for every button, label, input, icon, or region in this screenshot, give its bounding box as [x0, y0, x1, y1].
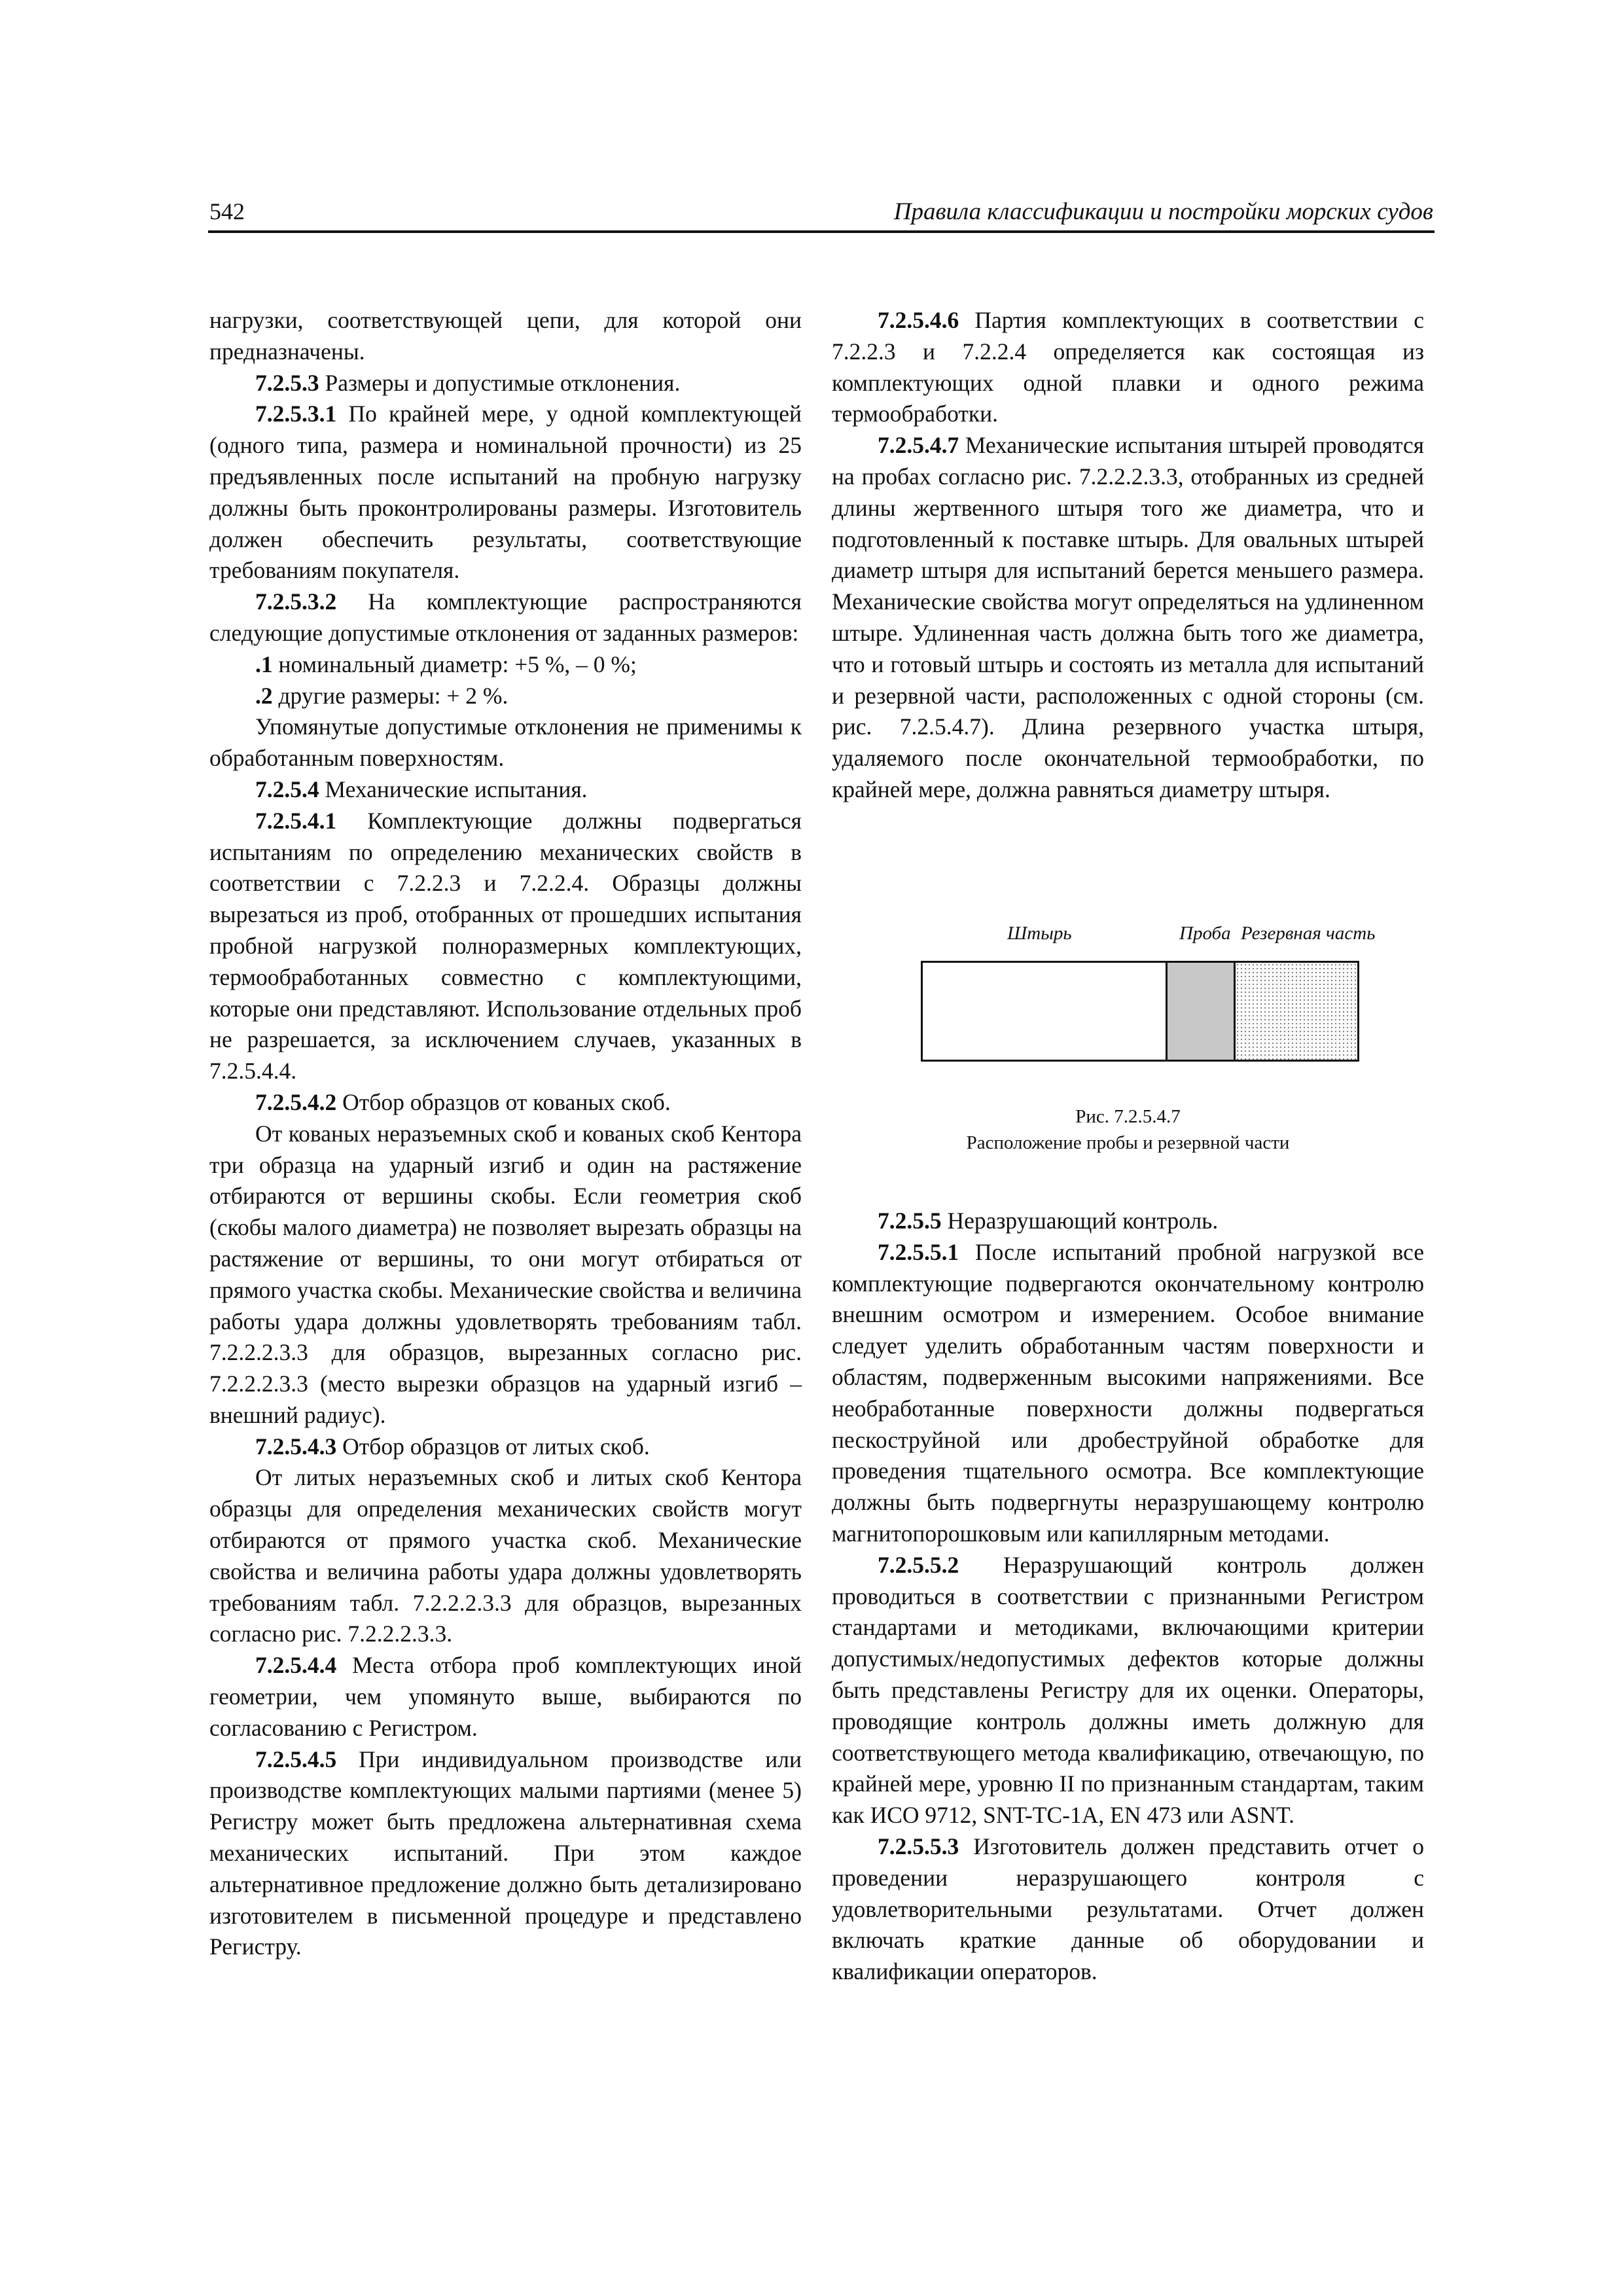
- paragraph: [832, 1237, 1424, 1550]
- paragraph-text: Партия комплектующих в соответствии с 7.2.2.3 и 7.2.2.4 определяется как состоящая из комплектующих одной плавки и одного режима термообработки.: [832, 307, 1424, 427]
- paragraph-text: После испытаний пробной нагрузкой все комплектующие подвергаются окончательному контролю внешним осмотром и измерением. Особое внимание следует уделить обработанным частям поверхности и областям, подверженным высокими напряжениями. Все необработанные поверхности должны подвергаться пескоструйной или дробеструйной обработке для проведения тщательного осмотра. Все комплектующие должны быть подвергнуты неразрушающему контролю магнитопорошковым или капиллярным методами.: [832, 1238, 1424, 1547]
- paragraph-number: 7.2.5.3: [255, 369, 319, 396]
- paragraph-text: нагрузки, соответствующей цепи, для которой они предназначены.: [209, 307, 802, 365]
- paragraph-number: 7.2.5.5.1: [878, 1238, 959, 1265]
- paragraph-text: Упомянутые допустимые отклонения не применимы к обработанным поверхностям.: [209, 713, 802, 772]
- figure-label-probe: Проба: [1179, 923, 1231, 944]
- paragraph: [209, 711, 802, 774]
- paragraph-text: Отбор образцов от литых скоб.: [336, 1433, 650, 1460]
- paragraph: [832, 305, 1424, 430]
- list-item: [209, 649, 802, 681]
- page-number: 542: [209, 198, 245, 224]
- right-column-top: [832, 305, 1424, 806]
- paragraph-text: По крайней мере, у одной комплектующей (одного типа, размера и номинальной прочности) из 25 предъявленных после испытаний на пробную нагрузку должны быть проконтролированы размеры. Изготовитель должен обеспечить результаты, соответствующие требованиям покупателя.: [209, 401, 802, 584]
- running-title: Правила классификации и постройки морских судов: [893, 198, 1433, 225]
- paragraph-text: Комплектующие должны подвергаться испытаниям по определению механических свойств в соответствии с 7.2.2.3 и 7.2.2.4. Образцы должны вырезаться из проб, отобранных от прошедших испытания пробной нагрузкой полноразмерных комплектующих, термообработанных совместно с комплектующими, которые они представляют. Использование отдельных проб не разрешается, за исключением случаев, указанных в 7.2.5.4.4.: [209, 807, 802, 1085]
- paragraph: [209, 399, 802, 586]
- paragraph: [209, 1462, 802, 1650]
- header-rule: [208, 230, 1435, 233]
- paragraph: [832, 1206, 1424, 1237]
- paragraph-text: От кованых неразъемных скоб и кованых скоб Кентора три образца на ударный изгиб и один на растяжение отбираются от вершины скобы. Если геометрия скоб (скобы малого диаметра) не позволяет вырезать образцы на растяжение от вершины, то они могут отбираться от прямого участка скобы. Механические свойства и величина работы удара должны удовлетворять требованиям табл. 7.2.2.2.3.3 для образцов, вырезанных согласно рис. 7.2.2.2.3.3 (место вырезки образцов на ударный изгиб – внешний радиус).: [209, 1120, 802, 1428]
- paragraph-text: При индивидуальном производстве или производстве комплектующих малыми партиями (менее 5) Регистру может быть предложена альтернативная схема механических испытаний. При этом каждое альтернативное предложение должно быть детализировано изготовителем в письменной процедуре и представлено Регистру.: [209, 1746, 802, 1960]
- paragraph-number: 7.2.5.5.2: [878, 1551, 959, 1578]
- list-item-text: другие размеры: + 2 %.: [272, 682, 508, 709]
- figure-label-reserve: Резервная часть: [1241, 923, 1376, 944]
- paragraph-text: Размеры и допустимые отклонения.: [319, 369, 681, 396]
- paragraph: [832, 1831, 1424, 1988]
- right-column-bottom: [832, 1206, 1424, 1988]
- paragraph-number: 7.2.5.4.3: [255, 1433, 337, 1460]
- paragraph-text: Неразрушающий контроль должен проводиться в соответствии с признанными Регистром стандартами и методиками, включающими критерии допустимых/недопустимых дефектов которые должны быть представлены Регистру для их оценки. Операторы, проводящие контроль должны иметь должную для соответствующего метода квалификацию, отвечающую, по крайней мере, уровню II по признанным стандартам, таким как ИСО 9712, SNT-TC-1A, EN 473 или ASNT.: [832, 1551, 1424, 1829]
- paragraph: [209, 1744, 802, 1964]
- paragraph: [209, 368, 802, 399]
- paragraph-text: Неразрушающий контроль.: [941, 1208, 1219, 1234]
- paragraph-number: 7.2.5.4.4: [255, 1652, 337, 1679]
- left-column: [209, 305, 802, 1963]
- paragraph-text: Механические испытания.: [319, 776, 588, 802]
- paragraph: [832, 430, 1424, 806]
- figure-7-2-5-4-7: [832, 923, 1424, 1158]
- list-item: [209, 681, 802, 712]
- paragraph-text: Места отбора проб комплектующих иной геометрии, чем упомянуто выше, выбираются по согласованию с Регистром.: [209, 1652, 802, 1741]
- list-item-number: .2: [255, 682, 273, 709]
- paragraph: [209, 1087, 802, 1119]
- paragraph-number: 7.2.5.4.6: [878, 307, 959, 333]
- paragraph-text: От литых неразъемных скоб и литых скоб Кентора образцы для определения механических свойств могут отбираются от прямого участка скоб. Механические свойства и величина работы удара должны удовлетворять требованиям табл. 7.2.2.2.3.3 для образцов, вырезанных согласно рис. 7.2.2.2.3.3.: [209, 1464, 802, 1647]
- list-item-text: номинальный диаметр: +5 %, – 0 %;: [272, 651, 637, 677]
- figure-caption-number: Рис. 7.2.5.4.7: [1075, 1106, 1181, 1127]
- figure-caption-title: Расположение пробы и резервной части: [966, 1132, 1290, 1153]
- paragraph-text: На комплектующие распространяются следующие допустимые отклонения от заданных размеров:: [209, 588, 802, 646]
- rod-segment: [921, 961, 1168, 1062]
- paragraph-number: 7.2.5.3.1: [255, 401, 337, 427]
- paragraph: [209, 305, 802, 368]
- paragraph: [832, 1550, 1424, 1831]
- paragraph: [209, 1431, 802, 1463]
- paragraph-number: 7.2.5.4: [255, 776, 319, 802]
- paragraph-number: 7.2.5.5: [878, 1208, 942, 1234]
- reserve-segment: [1234, 961, 1359, 1062]
- paragraph-number: 7.2.5.4.2: [255, 1088, 337, 1115]
- paragraph: [209, 806, 802, 1087]
- paragraph-text: Отбор образцов от кованых скоб.: [336, 1088, 671, 1115]
- paragraph-number: 7.2.5.3.2: [255, 588, 337, 615]
- paragraph: [209, 1119, 802, 1431]
- paragraph: [209, 586, 802, 649]
- list-item-number: .1: [255, 651, 273, 677]
- paragraph-number: 7.2.5.4.1: [255, 807, 337, 834]
- paragraph-text: Механические испытания штырей проводятся на пробах согласно рис. 7.2.2.2.3.3, отобранных из средней длины жертвенного штыря того же диаметра, что и подготовленный к поставке штырь. Для овальных штырей диаметр штыря для испытаний берется меньшего размера. Механические свойства могут определяться на удлиненном штыре. Удлиненная часть должна быть того же диаметра, что и готовый штырь и состоять из металла для испытаний и резервной части, расположенных с одной стороны (см. рис. 7.2.5.4.7). Длина резервного участка штыря, удаляемого после окончательной термообработки, по крайней мере, должна равняться диаметру штыря.: [832, 432, 1424, 802]
- paragraph: [209, 1650, 802, 1744]
- paragraph-number: 7.2.5.4.7: [878, 432, 959, 459]
- paragraph-text: Изготовитель должен представить отчет о проведении неразрушающего контроля с удовлетворительными результатами. Отчет должен включать краткие данные об оборудовании и квалификации операторов.: [832, 1833, 1424, 1985]
- paragraph-number: 7.2.5.4.5: [255, 1746, 337, 1772]
- paragraph-number: 7.2.5.5.3: [878, 1833, 959, 1859]
- probe-segment: [1166, 961, 1236, 1062]
- paragraph: [209, 774, 802, 806]
- figure-label-rod: Штырь: [1007, 923, 1072, 944]
